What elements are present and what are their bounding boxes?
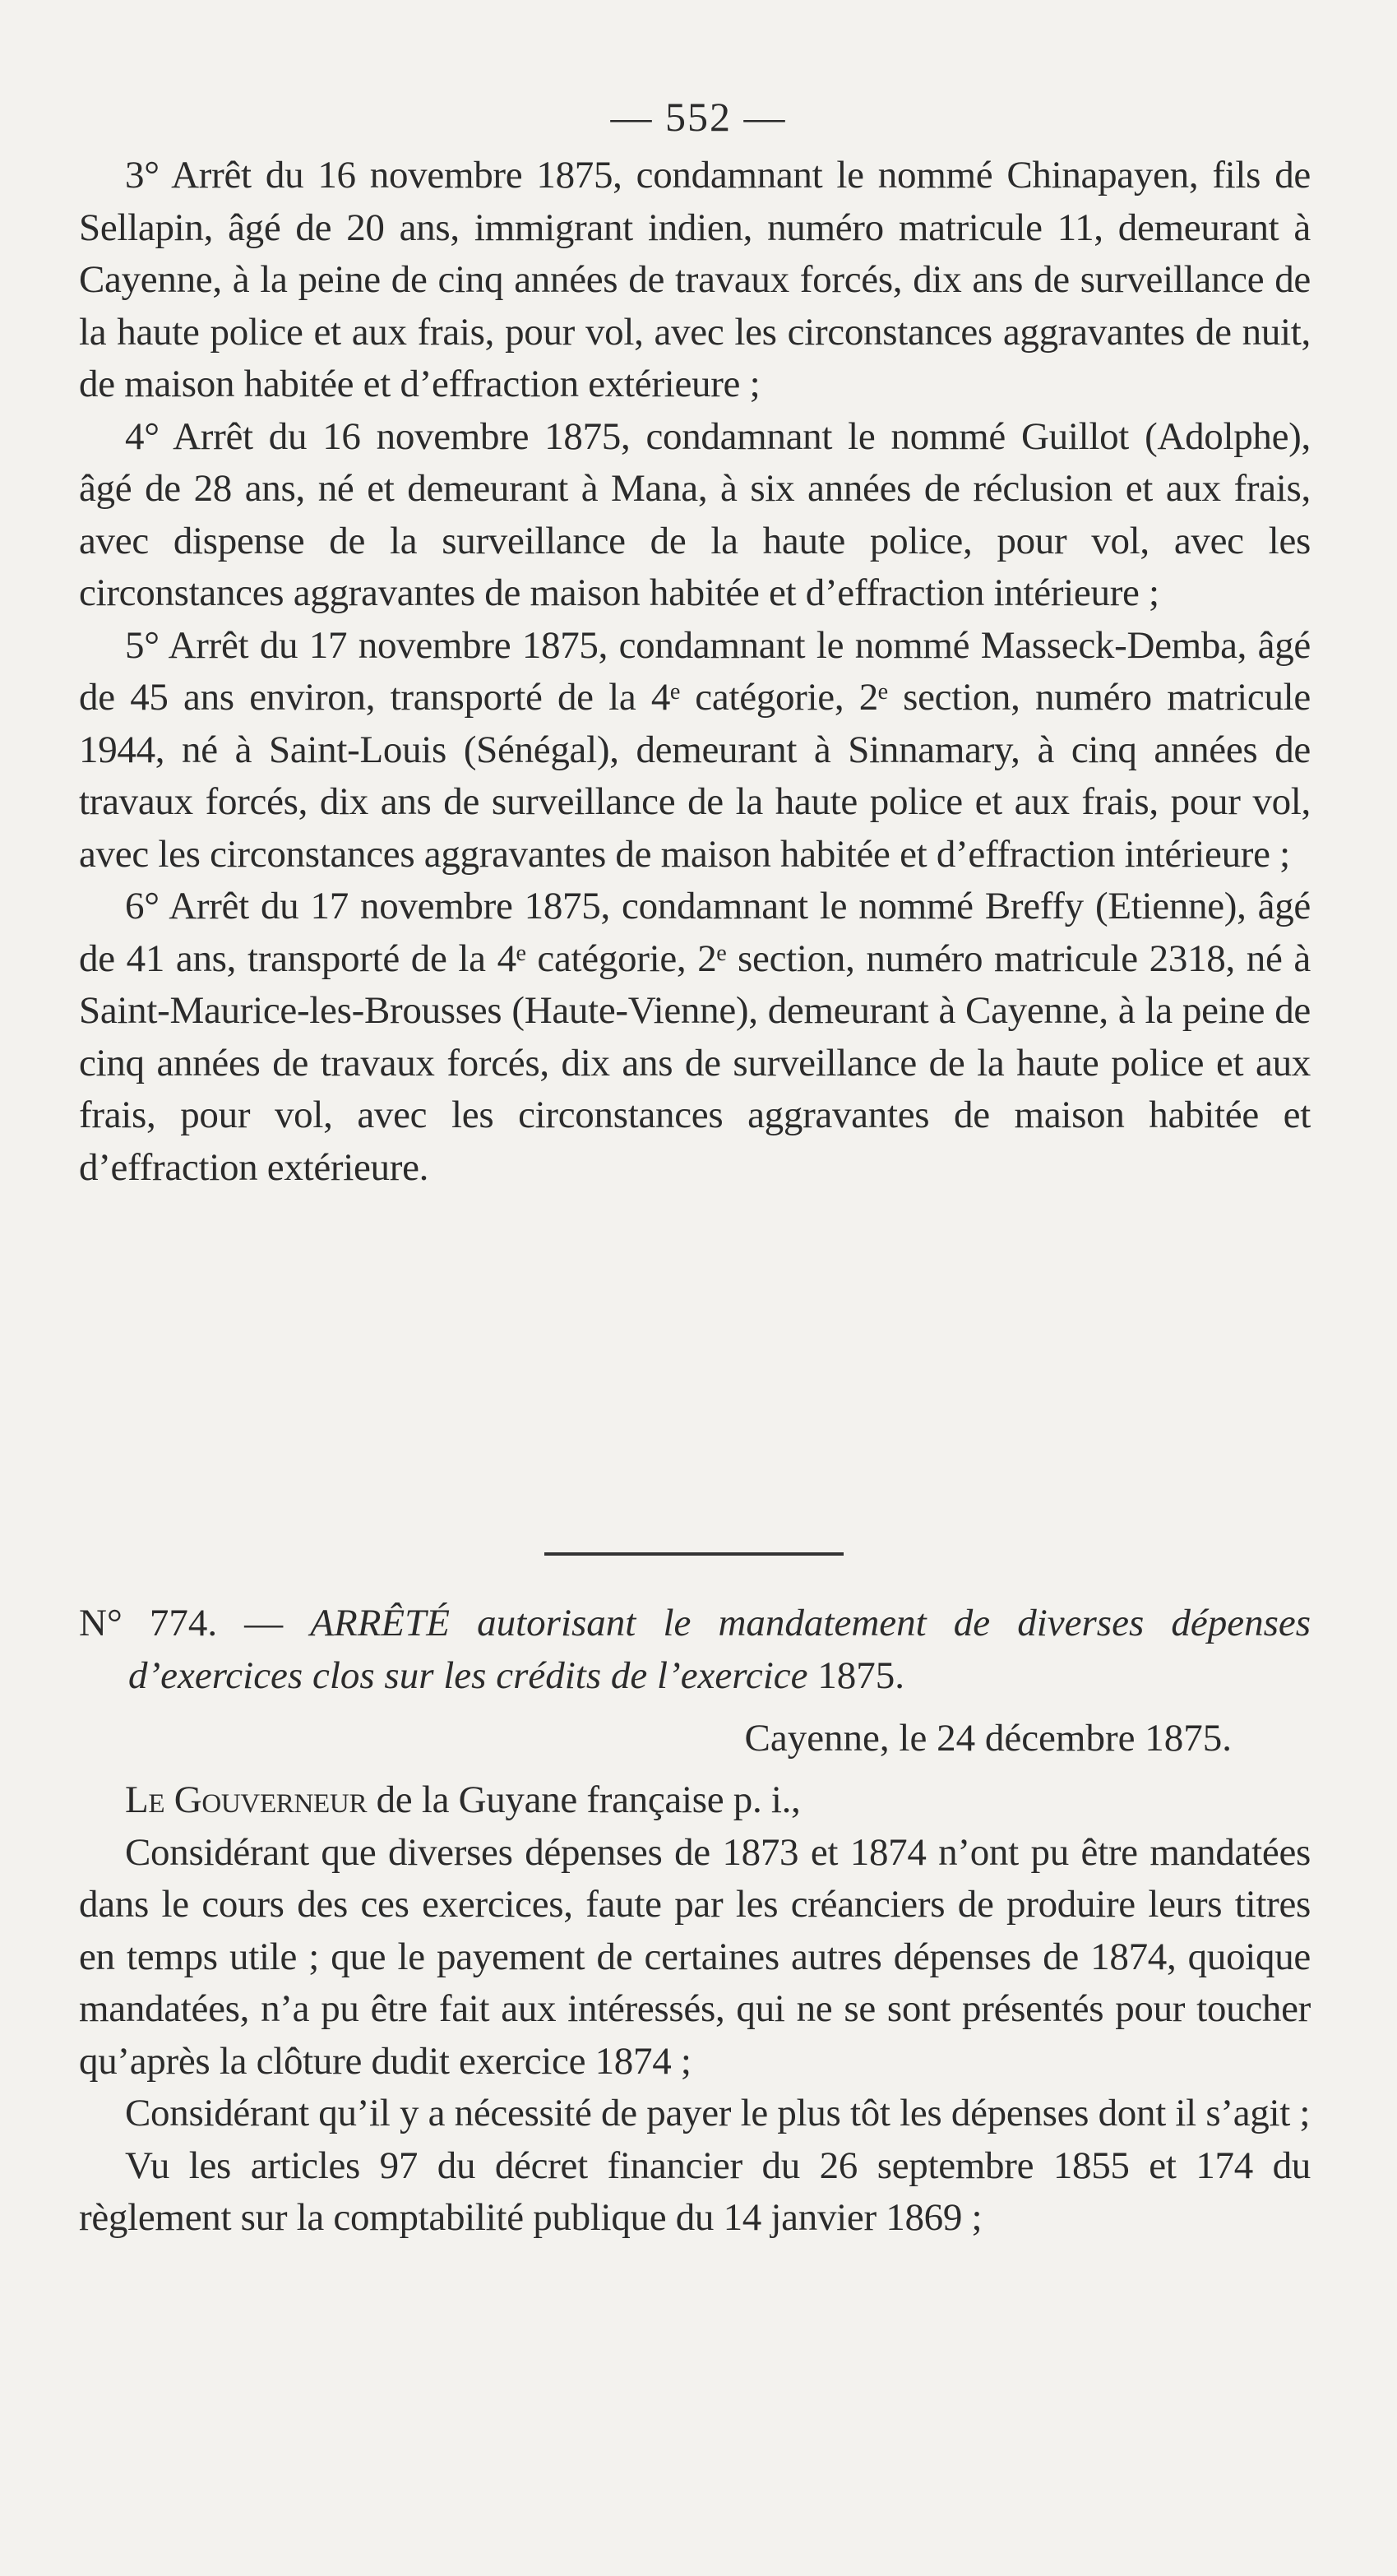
place-date: Cayenne, le 24 décembre 1875. [744, 1717, 1232, 1760]
page-number: — 552 — [610, 94, 787, 140]
judgment-paragraph-4: 4° Arrêt du 16 novembre 1875, condamnant le nommé Guillot (Adolphe), âgé de 28 ans, né et demeurant à Mana, à six années de réclusion et aux frais, avec dispense de la surveillance de la haute police, pour vol, avec les circonstances aggravantes de maison habitée et d’effraction intérieure ; [79, 414, 1311, 614]
governor-rest: de la Guyane française p. i., [376, 1778, 801, 1821]
judgment-paragraph-3: 3° Arrêt du 16 novembre 1875, condamnant le nommé Chinapayen, fils de Sellapin, âgé de 20 ans, immigrant indien, numéro matricule 11, demeurant à Cayenne, à la peine de cinq années de travaux forcés, dix ans de surveillance de la haute police et aux frais, pour vol, avec les circonstances aggravantes de nuit, de maison habitée et d’effraction extérieure ; [79, 154, 1311, 405]
decree-title-year: 1875. [817, 1654, 904, 1697]
decree-title-caps: ARRÊTÉ [310, 1602, 450, 1644]
judgment-paragraph-6: 6° Arrêt du 17 novembre 1875, condamnant le nommé Breffy (Etienne), âgé de 41 ans, transporté de la 4ᵉ catégorie, 2ᵉ section, numéro matricule 2318, né à Saint-Maurice-les-Brousses (Haute-Vienne), demeurant à Cayenne, à la peine de cinq années de travaux forcés, dix ans de surveillance de la haute police et aux frais, pour vol, avec les circonstances aggravantes de maison habitée et d’effraction extérieure. [79, 885, 1311, 1189]
governor-title: Le Gouverneur [125, 1778, 368, 1821]
decree-body [79, 1774, 1311, 2245]
decree-heading [79, 1597, 1311, 1702]
judgments-section [79, 150, 1311, 1194]
governor-line [79, 1774, 1311, 1827]
decree-number: N° 774. — [79, 1602, 284, 1644]
decree-title: autorisant le mandatement de diverses dépenses d’exercices clos sur les crédits de l’exercice [128, 1602, 1311, 1697]
section-divider [544, 1552, 844, 1556]
considering-paragraph-1: Considérant que diverses dépenses de 1873 et 1874 n’ont pu être mandatées dans le cours des ces exercices, faute par les créanciers de produire leurs titres en temps utile ; que le payement de certaines autres dépenses de 1874, quoique mandatées, n’a pu être fait aux intéressés, qui ne se sont présentés pour toucher qu’après la clôture dudit exercice 1874 ; [79, 1830, 1311, 2083]
whereas-articles-paragraph: Vu les articles 97 du décret financier du 26 septembre 1855 et 174 du règlement sur la comptabilité publique du 14 janvier 1869 ; [79, 2144, 1311, 2239]
judgment-paragraph-5: 5° Arrêt du 17 novembre 1875, condamnant le nommé Masseck-Demba, âgé de 45 ans environ, transporté de la 4ᵉ catégorie, 2ᵉ section, numéro matricule 1944, né à Saint-Louis (Sénégal), demeurant à Sinnamary, à cinq années de travaux forcés, dix ans de surveillance de la haute police et aux frais, pour vol, avec les circonstances aggravantes de maison habitée et d’effraction intérieure ; [79, 623, 1311, 876]
considering-paragraph-2: Considérant qu’il y a nécessité de payer le plus tôt les dépenses dont il s’agit ; [125, 2092, 1311, 2134]
